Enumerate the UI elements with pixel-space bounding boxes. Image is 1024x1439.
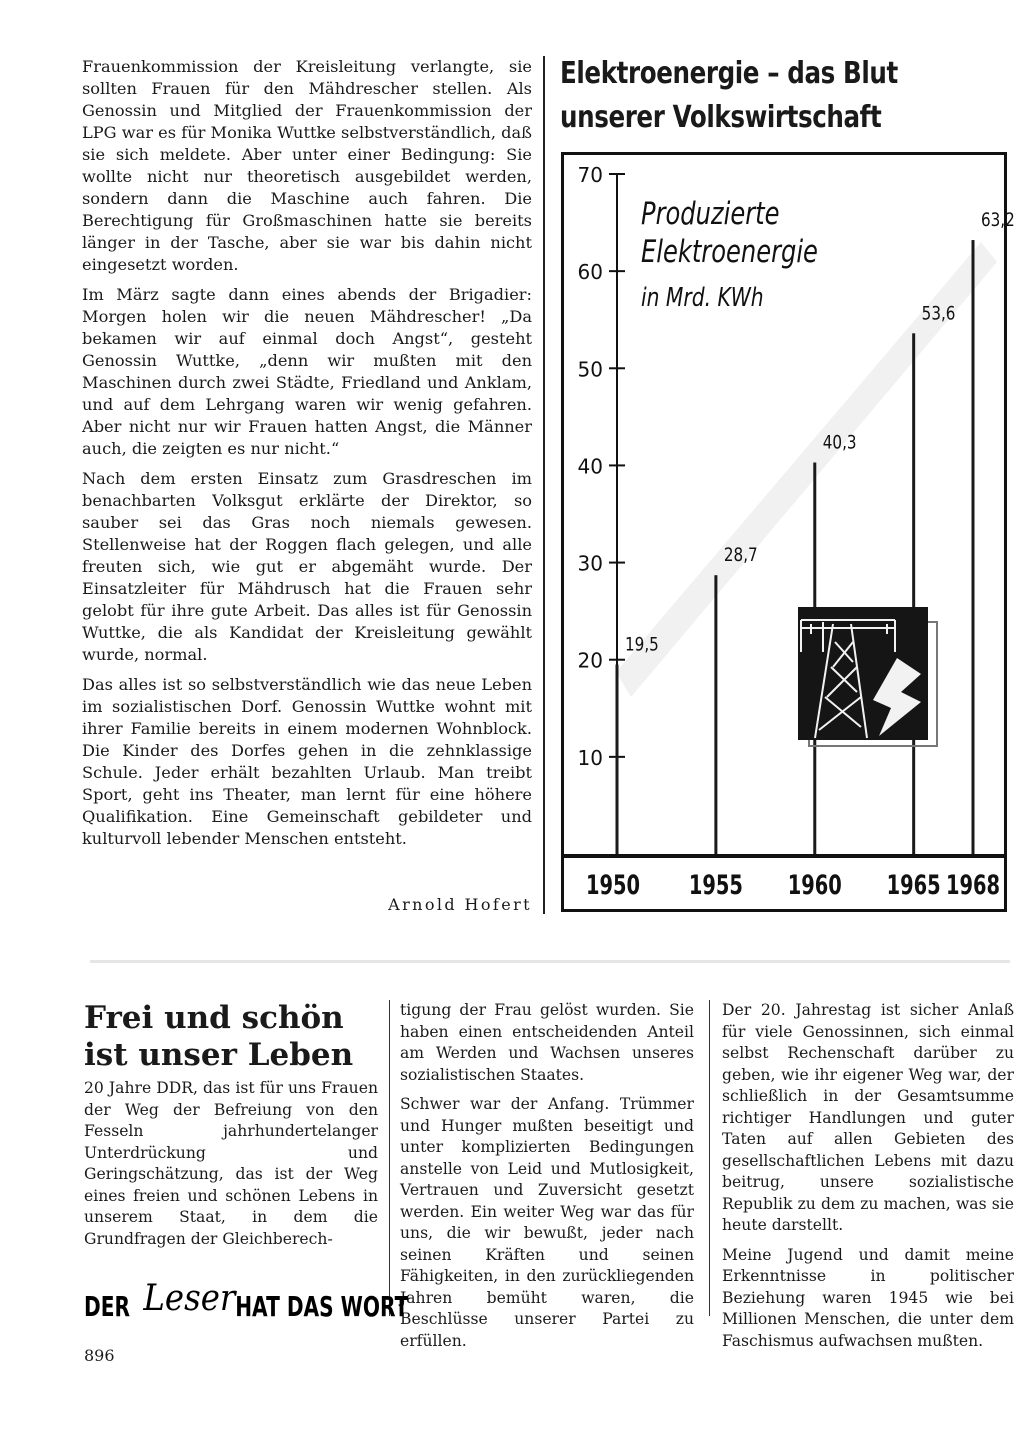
value-label-1955: 28,7 — [723, 544, 758, 567]
paragraph: Schwer war der Anfang. Trümmer und Hunger mußten beseitigt und unter komplizierten Bedingungen anstelle von Leid und Mutlosigkeit, Vertrauen und Zuversicht gesetzt werden. Ein weiter Weg war das für uns, die wir bewußt, jeder nach seinen Kräften und seinen Fähigkeiten, in den zurückliegenden Jahren bemüht waren, die Beschlüsse unserer Partei zu erfüllen. — [400, 1095, 694, 1350]
chart-heading — [560, 52, 921, 140]
y-tick-label: 40 — [577, 454, 603, 479]
rubric-logo — [84, 1277, 409, 1323]
chart-units: in Mrd. KWh — [641, 282, 764, 313]
x-tick-label-1968: 1968 — [945, 868, 1001, 901]
y-tick-label: 10 — [577, 745, 603, 770]
bar-1950 — [616, 665, 619, 854]
bar-1955 — [714, 575, 717, 854]
chart-heading-line: Elektroenergie – das Blut — [560, 56, 898, 91]
title-line: ist unser Leben — [84, 1037, 354, 1073]
page-number: 896 — [84, 1346, 115, 1365]
column-rule — [389, 1000, 390, 1316]
chart-heading-line: unserer Volkswirtschaft — [560, 100, 882, 135]
x-tick-label-1950: 1950 — [585, 868, 641, 901]
x-tick-label-1965: 1965 — [886, 868, 941, 901]
paragraph: Der 20. Jahrestag ist sicher Anlaß für viele Genossinnen, sich einmal selbst Rechenschaft darüber zu geben, wie ihr eigener Weg war, der schließlich in der Gesamtsumme richtiger Handlungen und guter Taten auf allen Gebieten des gesellschaftlichen Lebens mit dazu beitrug, unsere sozialistische Republik zu dem zu machen, was sie heute darstellt. — [722, 1001, 1014, 1234]
value-label-1965: 53,6 — [921, 302, 956, 325]
energy-chart — [561, 152, 1015, 912]
article-column-1 — [84, 1078, 378, 1258]
paragraph: tigung der Frau gelöst wurden. Sie haben einen entscheidenden Anteil am Werden und Wachsen unseres sozialistischen Staates. — [400, 1001, 694, 1084]
y-tick-label: 30 — [577, 551, 603, 576]
chart-title-line2: Elektroenergie — [641, 233, 818, 270]
bar-1968 — [972, 240, 975, 854]
article-body-top — [82, 56, 532, 858]
value-label-1968: 63,2 — [981, 209, 1015, 232]
y-tick-label: 70 — [577, 163, 603, 187]
x-tick-label-1960: 1960 — [787, 868, 842, 901]
y-tick-label: 50 — [577, 357, 603, 382]
paragraph: 20 Jahre DDR, das ist für uns Frauen der Weg der Befreiung von den Fesseln jahrhundertelanger Unterdrückung und Geringschätzung, das ist der Weg eines freien und schönen Lebens in unserem Staat, in dem die Grundfragen der Gleichberech- — [84, 1079, 378, 1248]
x-tick-label-1955: 1955 — [688, 868, 743, 901]
power-pylon-lightning-icon — [798, 607, 937, 746]
title-line: Frei und schön — [84, 1000, 344, 1036]
article-title — [84, 1000, 384, 1074]
author-name: Arnold Hofert — [388, 895, 532, 914]
column-rule — [709, 1000, 710, 1316]
value-label-1960: 40,3 — [822, 431, 857, 455]
rubric-word: DER — [84, 1289, 130, 1323]
section-divider — [90, 960, 1010, 963]
rubric-word: HAT DAS WORT — [235, 1289, 409, 1323]
y-tick-label: 60 — [577, 260, 603, 285]
rubric-script-word: Leser — [143, 1277, 236, 1320]
chart-title-line1: Produzierte — [641, 195, 780, 232]
column-rule — [543, 56, 545, 914]
paragraph: Meine Jugend und damit meine Erkenntnisse in politischer Beziehung waren 1945 wie bei Millionen Menschen, die unter dem Faschismus aufwachsen mußten. — [722, 1245, 1014, 1350]
x-axis-band — [564, 854, 1004, 858]
paragraph: Das alles ist so selbstverständlich wie das neue Leben im sozialistischen Dorf. Genossin Wuttke wohnt mit ihrer Familie bereits in einem modernen Wohnblock. Die Kinder des Dorfes gehen in die zehnklassige Schule. Jeder erhält bezahlten Urlaub. Man treibt Sport, geht ins Theater, man lernt für eine höhere Qualifikation. Eine Gemeinschaft gebildeter und kulturvoll lebender Menschen entsteht. — [82, 675, 532, 848]
paragraph: Frauenkommission der Kreisleitung verlangte, sie sollten Frauen für den Mähdrescher stellen. Als Genossin und Mitglied der Frauenkommission der LPG war es für Monika Wuttke selbstverständlich, daß sie sich meldete. Aber unter einer Bedingung: Sie wollte nicht nur theoretisch ausgebildet werden, sondern dann die Maschine auch fahren. Die Berechtigung für Großmaschinen hatte sie bereits länger in der Tasche, aber sie war bis dahin nicht eingesetzt worden. — [82, 57, 532, 274]
article-column-3 — [722, 1000, 1014, 1360]
article-column-2 — [400, 1000, 694, 1360]
value-label-1950: 19,5 — [625, 634, 659, 657]
chart-svg — [561, 152, 1015, 912]
paragraph: Im März sagte dann eines abends der Brigadier: Morgen holen wir die neuen Mähdrescher! „Da bekamen wir auf einmal doch Angst“, gesteht Genossin Wuttke, „denn wir mußten mit den Maschinen durch zwei Städte, Friedland und Anklam, und auf dem Lehrgang waren wir wenig gefahren. Aber nicht nur wir Frauen hatten Angst, die Männer auch, die zeigten es nur nicht.“ — [82, 285, 532, 458]
bar-1965 — [912, 333, 915, 854]
y-tick-label: 20 — [577, 648, 603, 673]
paragraph: Nach dem ersten Einsatz zum Grasdreschen im benachbarten Volksgut erklärte der Direktor, so sauber sei das Gras noch niemals gewesen. Stellenweise hat der Roggen flach gelegen, und alle freuten sich, wie gut er abgemäht wurde. Der Einsatzleiter für Mähdrusch hat die Frauen sehr gelobt für ihre gute Arbeit. Das alles ist für Genossin Wuttke, die als Kandidat der Kreisleitung gewählt wurde, normal. — [82, 469, 532, 664]
